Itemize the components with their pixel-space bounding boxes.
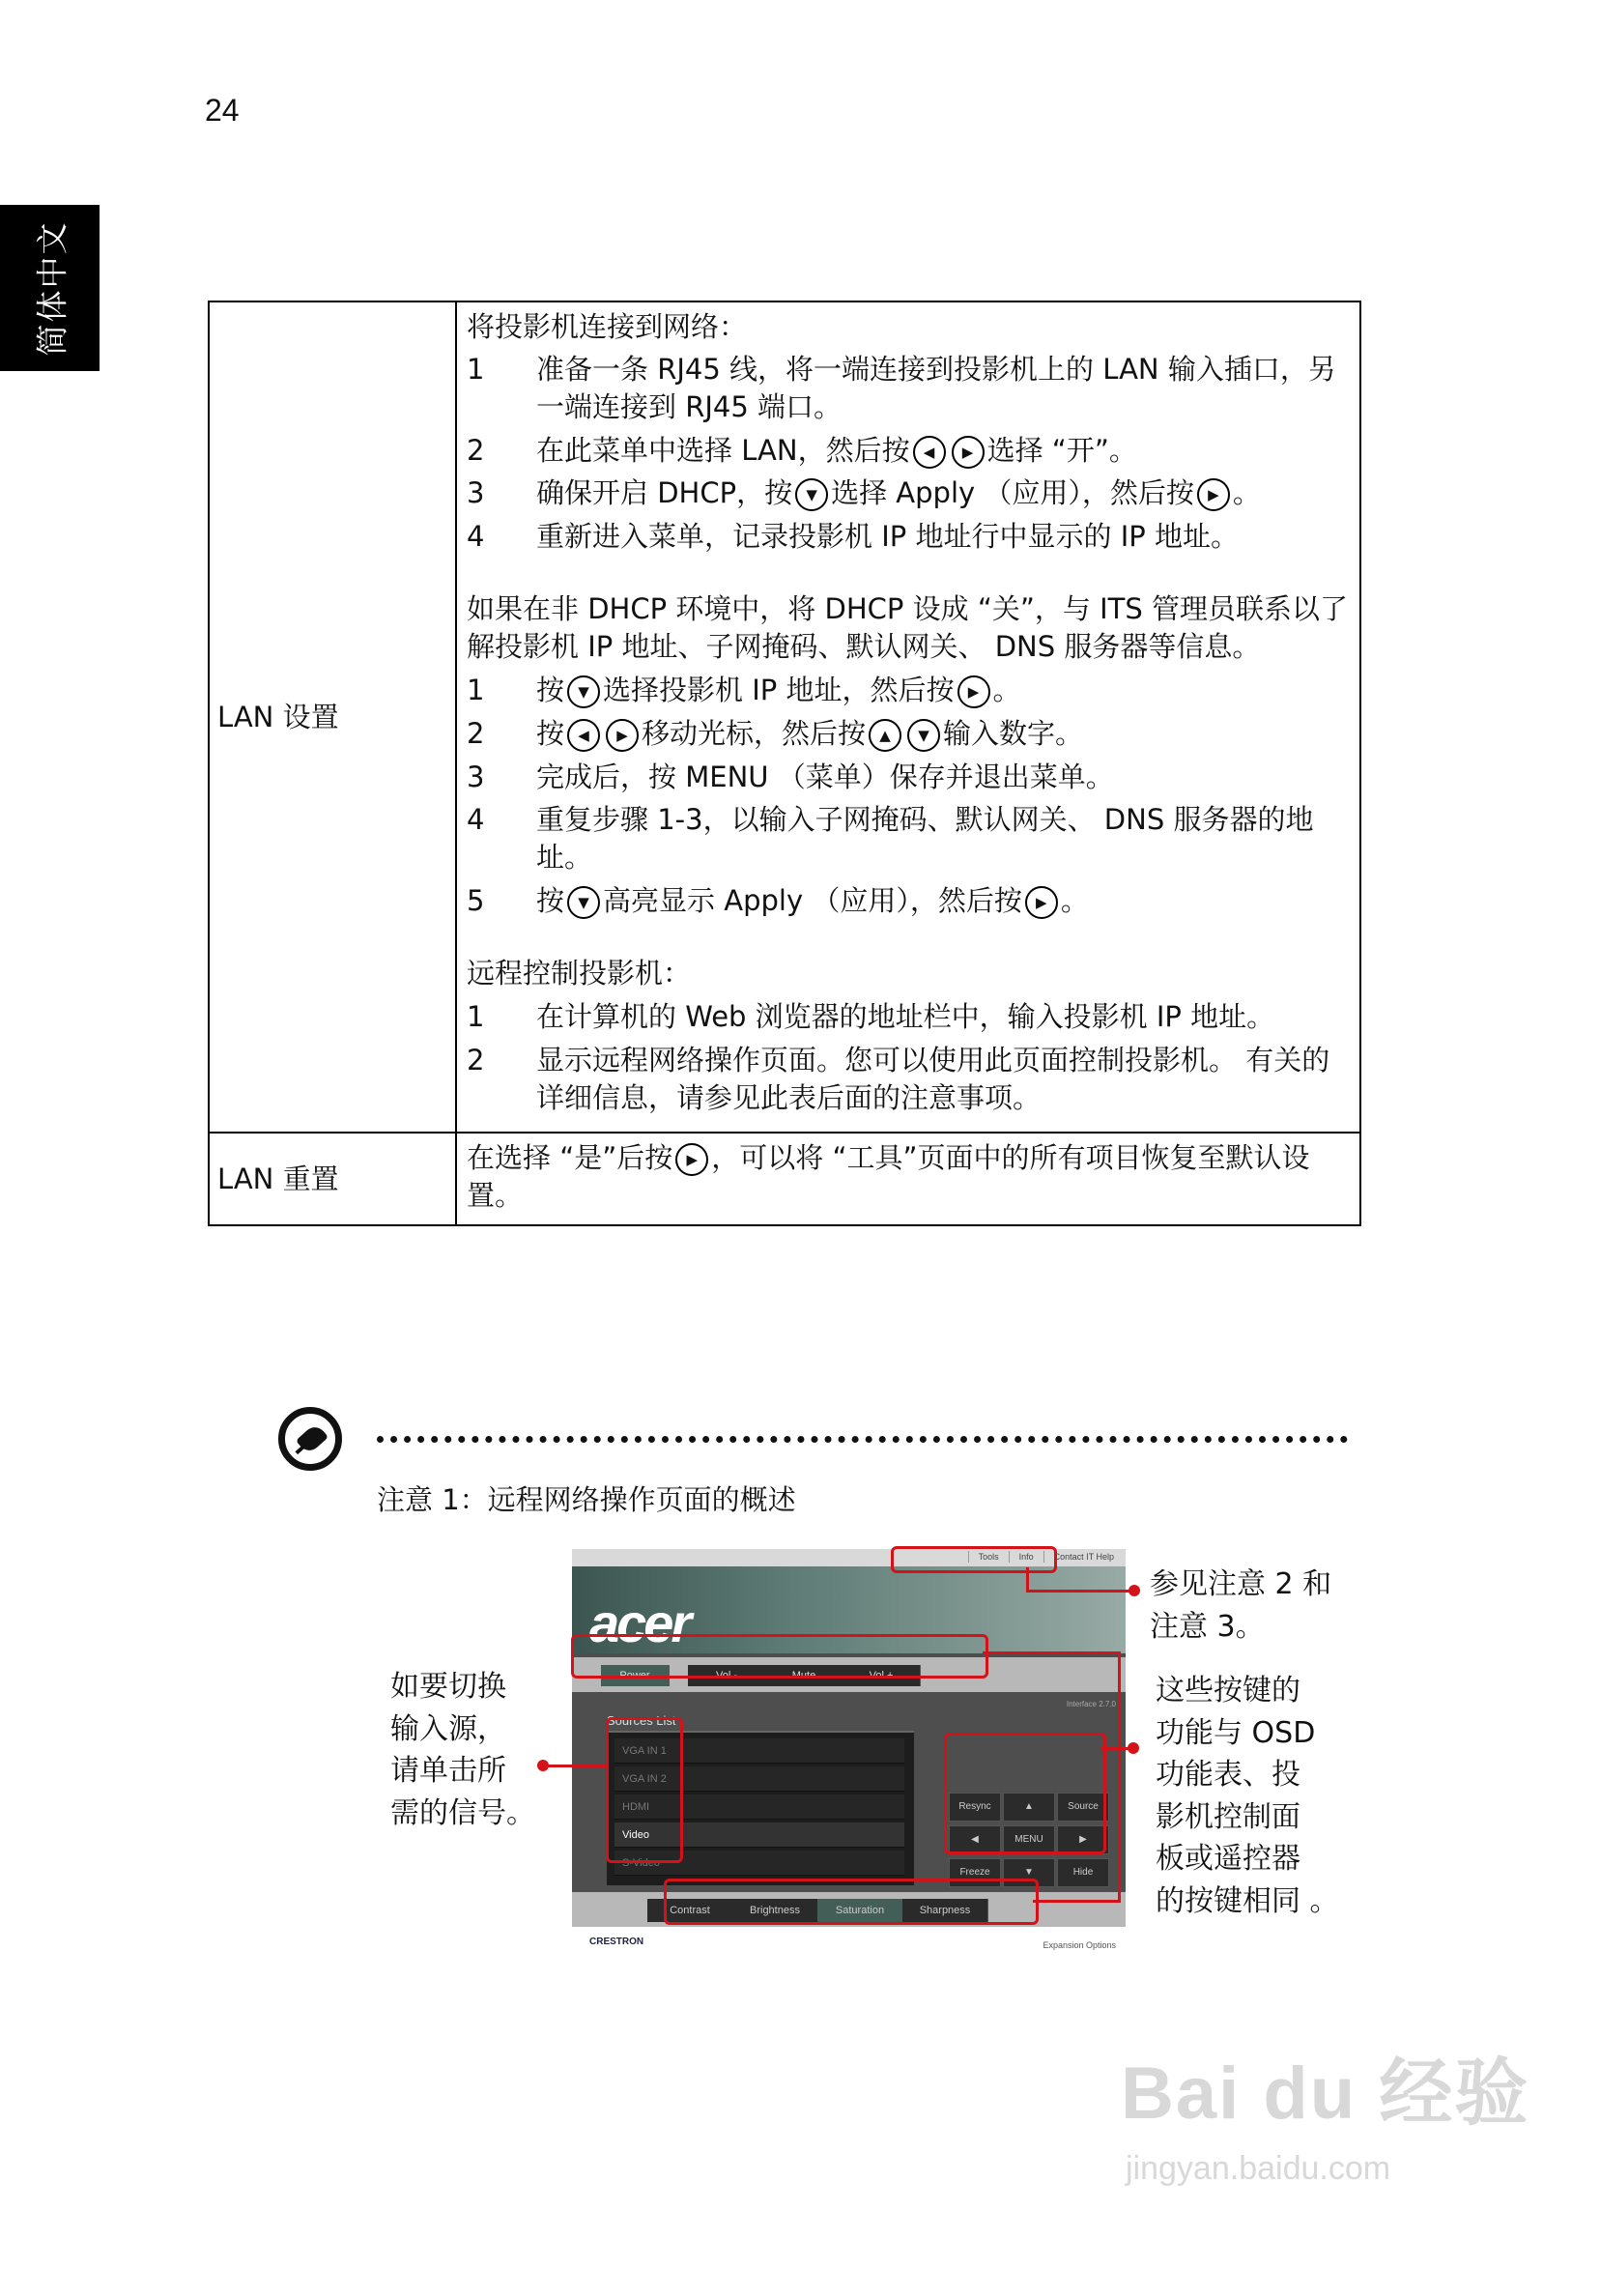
list-item: 2 显示远程网络操作页面。您可以使用此页面控制投影机。 有关的详细信息，请参见此表后面的注意事项。	[467, 1043, 1330, 1114]
left-key-icon: ◀	[913, 436, 946, 469]
right-key-icon: ▶	[1197, 478, 1230, 511]
page-footer	[572, 1927, 1126, 1963]
freeze-button[interactable]: Freeze	[949, 1858, 1001, 1887]
intro-text: 将投影机连接到网络：	[467, 310, 748, 343]
source-hdmi[interactable]: HDMI	[614, 1794, 904, 1820]
source-vga-in-1[interactable]: VGA IN 1	[614, 1738, 904, 1764]
dotted-divider	[377, 1436, 1348, 1443]
callout-line	[1026, 1590, 1134, 1593]
down-button[interactable]: ▼	[1003, 1858, 1055, 1887]
list-item: 2 在此菜单中选择 LAN，然后按 ◀ ▶ 选择 “开”。	[467, 433, 1137, 467]
non-dhcp-paragraph: 如果在非 DHCP 环境中，将 DHCP 设成 “关”，与 ITS 管理员联系以了解投影机 IP 地址、子网掩码、默认网关、 DNS 服务器等信息。	[467, 592, 1348, 664]
left-button[interactable]: ◀	[949, 1825, 1001, 1854]
baidu-watermark: Bai du 经验	[1121, 2052, 1530, 2135]
row-label-lan-reset: LAN 重置	[209, 1133, 456, 1225]
row-content-lan-reset: 在选择 “是”后按 ▶ ，可以将 “工具”页面中的所有项目恢复至默认设置。	[456, 1133, 1360, 1225]
list-item: 3 完成后，按 MENU （菜单）保存并退出菜单。	[467, 760, 1114, 793]
callout-line	[1033, 1900, 1121, 1903]
sources-list-label: Sources List	[607, 1713, 676, 1728]
source-button[interactable]: Source	[1057, 1793, 1109, 1822]
left-key-icon: ◀	[567, 719, 600, 752]
table-row	[209, 1133, 1360, 1225]
page-number: 24	[205, 93, 240, 128]
down-key-icon: ▼	[795, 478, 828, 511]
list-item: 4 重新进入菜单，记录投影机 IP 地址行中显示的 IP 地址。	[467, 520, 1239, 554]
menu-button[interactable]: MENU	[1003, 1825, 1055, 1854]
pad-highlight	[944, 1733, 1106, 1854]
row-content-lan-setup	[456, 301, 1360, 1133]
list-item: 1 准备一条 RJ45 线，将一端连接到投影机上的 LAN 输入插口，另一端连接到 RJ45 端口。	[467, 352, 1336, 423]
watermark-url: jingyan.baidu.com	[1126, 2150, 1391, 2187]
vol-up-button[interactable]: Vol +	[843, 1665, 921, 1686]
crestron-logo: CRESTRON	[589, 1937, 644, 1947]
callout-notes-2-3: 参见注意 2 和 注意 3。	[1150, 1567, 1332, 1644]
adjust-bar-highlight	[664, 1879, 1039, 1925]
list-item: 3 确保开启 DHCP，按 ▼ 选择 Apply （应用），然后按 ▶ 。	[467, 476, 1261, 510]
remote-control-title: 远程控制投影机：	[467, 957, 692, 990]
note-title: 注意 1：远程网络操作页面的概述	[377, 1483, 796, 1516]
side-tab-label: 简体中文	[33, 220, 71, 356]
right-key-icon: ▶	[957, 675, 990, 708]
vol-down-button[interactable]: Vol -	[688, 1665, 766, 1686]
power-button[interactable]: Power	[601, 1665, 670, 1686]
source-video[interactable]: Video	[614, 1822, 904, 1848]
right-key-icon: ▶	[675, 1143, 708, 1176]
list-item: 5 按 ▼ 高亮显示 Apply （应用），然后按 ▶ 。	[467, 884, 1089, 918]
brightness-button[interactable]: Brightness	[732, 1899, 818, 1922]
down-key-icon: ▼	[907, 719, 940, 752]
up-key-icon: ▲	[869, 719, 901, 752]
down-key-icon: ▼	[567, 675, 600, 708]
mute-button[interactable]: Mute	[765, 1665, 843, 1686]
interface-version: Interface 2.7.0	[1066, 1700, 1116, 1708]
hide-button[interactable]: Hide	[1057, 1858, 1109, 1887]
settings-table	[208, 301, 1361, 1226]
source-vga-in-2[interactable]: VGA IN 2	[614, 1766, 904, 1792]
tools-link[interactable]: Tools	[968, 1551, 1009, 1563]
note-pen-icon	[278, 1407, 342, 1471]
acer-logo: acer	[589, 1593, 690, 1653]
contact-it-help-link[interactable]: Contact IT Help	[1043, 1551, 1124, 1563]
up-button[interactable]: ▲	[1003, 1793, 1055, 1822]
resync-button[interactable]: Resync	[949, 1793, 1001, 1822]
callout-dot	[537, 1760, 549, 1771]
right-key-icon: ▶	[606, 719, 639, 752]
right-key-icon: ▶	[952, 436, 985, 469]
tools-info-highlight	[891, 1546, 1057, 1573]
list-item: 1 在计算机的 Web 浏览器的地址栏中，输入投影机 IP 地址。	[467, 999, 1275, 1033]
callout-line	[545, 1765, 606, 1767]
list-item: 4 重复步骤 1-3，以输入子网掩码、默认网关、 DNS 服务器的地址。	[467, 803, 1314, 875]
callout-switch-source: 如要切换 输入源， 请单击所 需的信号。	[390, 1670, 535, 1830]
row-label-lan-setup: LAN 设置	[209, 301, 456, 1133]
info-link[interactable]: Info	[1009, 1551, 1043, 1563]
sources-highlight	[606, 1717, 683, 1863]
callout-line	[1118, 1651, 1121, 1903]
callout-dot	[1129, 1585, 1140, 1596]
language-side-tab	[0, 205, 100, 371]
sharpness-button[interactable]: Sharpness	[902, 1899, 988, 1922]
list-item: 1 按 ▼ 选择投影机 IP 地址，然后按 ▶ 。	[467, 673, 1021, 706]
contrast-button[interactable]: Contrast	[647, 1899, 733, 1922]
down-key-icon: ▼	[567, 886, 600, 919]
expansion-options-link[interactable]: Expansion Options	[1043, 1940, 1116, 1950]
control-bar-highlight	[571, 1634, 988, 1679]
right-key-icon: ▶	[1025, 886, 1058, 919]
list-item: 2 按 ◀ ▶ 移动光标，然后按 ▲ ▼ 输入数字。	[467, 716, 1084, 750]
callout-line	[983, 1651, 1121, 1654]
table-row	[209, 301, 1360, 1133]
right-button[interactable]: ▶	[1057, 1825, 1109, 1854]
callout-osd-keys: 这些按键的 功能与 OSD 功能表、投 影机控制面 板或遥控器 的按键相同 。	[1156, 1674, 1339, 1918]
source-s-video[interactable]: S-Video	[614, 1851, 904, 1876]
saturation-button[interactable]: Saturation	[817, 1899, 903, 1922]
callout-dot	[1128, 1742, 1139, 1754]
